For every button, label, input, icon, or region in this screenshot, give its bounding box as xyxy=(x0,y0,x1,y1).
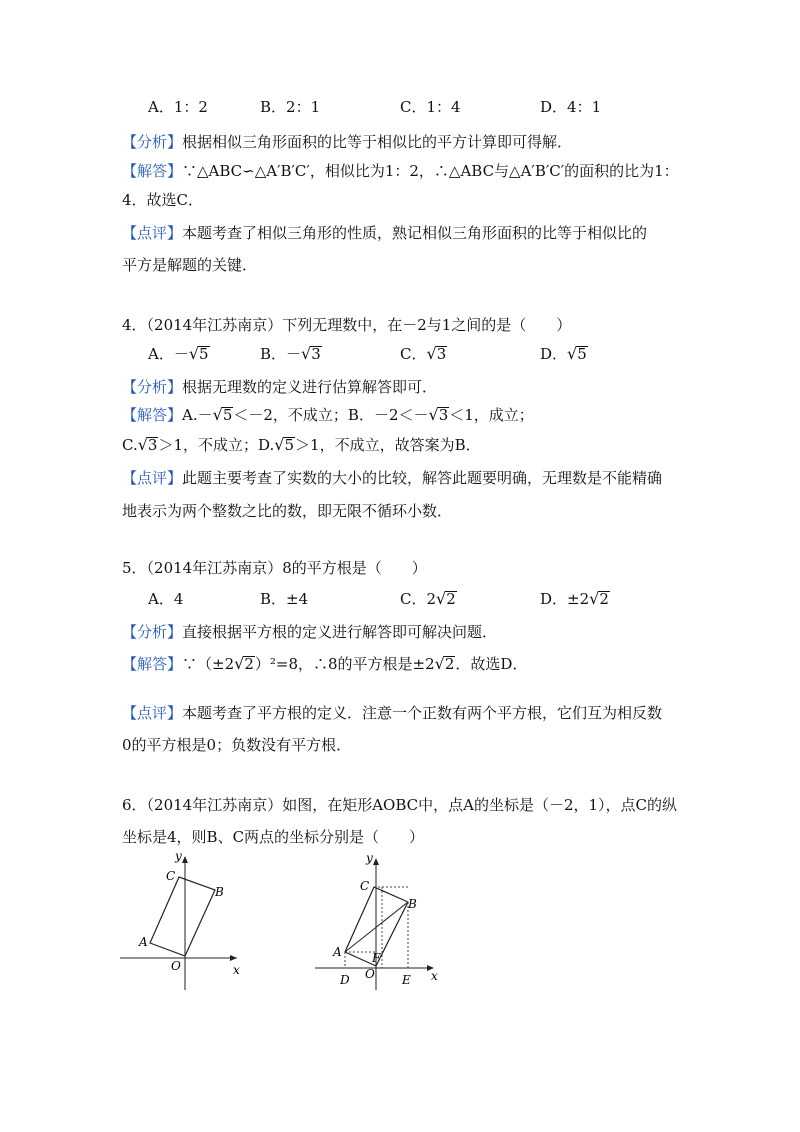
q3-analysis xyxy=(122,131,572,153)
q4-comment xyxy=(122,467,662,489)
q3-option-c: C．1：4 xyxy=(400,98,461,116)
answer-tag: 【解答】 xyxy=(122,655,183,673)
q4-analysis xyxy=(122,376,437,398)
y-axis-arrow xyxy=(373,858,379,865)
q3-analysis-text: 根据相似三角形面积的比等于相似比的平方计算即可得解． xyxy=(182,133,573,151)
q6-figure-1 xyxy=(115,850,250,995)
q5-analysis xyxy=(122,621,497,643)
q5-analysis-text: 直接根据平方根的定义进行解答即可解决问题． xyxy=(182,623,498,641)
q6-figure-2 xyxy=(310,850,450,995)
label-a: A xyxy=(139,935,148,949)
q3-comment-text-2: 平方是解题的关键． xyxy=(122,256,258,274)
x-axis-arrow xyxy=(230,955,237,961)
q4-option-d: D．√5 xyxy=(540,344,587,363)
analysis-tag: 【分析】 xyxy=(122,623,183,641)
label-o: O xyxy=(365,967,375,981)
q5-answer: 【解答】∵（±2√2）²=8，∴8的平方根是±2√2．故选D． xyxy=(122,654,528,673)
q3-answer xyxy=(122,160,679,182)
q4-option-b-radicand: 3 xyxy=(311,345,321,363)
q4-options xyxy=(148,343,608,365)
q6-stem-line-2: 坐标是4，则B、C两点的坐标分别是（ ） xyxy=(122,828,425,846)
q5-options xyxy=(148,588,608,610)
q4-option-c: C．√3 xyxy=(400,344,447,363)
comment-tag: 【点评】 xyxy=(122,704,183,722)
q3-answer-text-2: 4．故选C． xyxy=(122,191,204,209)
label-a: A xyxy=(333,945,342,959)
label-x: x xyxy=(431,969,438,983)
label-b: B xyxy=(408,897,417,911)
q3-option-a: A．1：2 xyxy=(148,98,208,116)
q3-options xyxy=(148,96,608,118)
q6-stem-line-1: 6．（2014年江苏南京）如图，在矩形AOBC中，点A的坐标是（－2，1），点C的纵 xyxy=(122,796,678,814)
label-b: B xyxy=(215,885,224,899)
q3-option-b: B．2：1 xyxy=(260,98,321,116)
q5-stem: 5．（2014年江苏南京）8的平方根是（ ） xyxy=(122,559,427,577)
label-e: E xyxy=(402,973,411,987)
q5-comment-text-1: 本题考查了平方根的定义．注意一个正数有两个平方根，它们互为相反数 xyxy=(182,704,663,722)
label-y: y xyxy=(175,850,182,863)
q4-option-c-radicand: 3 xyxy=(436,345,447,363)
q4-answer: 【解答】A.－√5＜－2，不成立；B．－2＜－√3＜1，成立； xyxy=(122,405,534,424)
y-axis-arrow xyxy=(182,856,188,863)
label-d: D xyxy=(340,973,350,987)
comment-tag: 【点评】 xyxy=(122,469,183,487)
q5-option-c: C．2√2 xyxy=(400,589,456,608)
q5-comment xyxy=(122,702,662,724)
analysis-tag: 【分析】 xyxy=(122,133,183,151)
q4-stem: 4．（2014年江苏南京）下列无理数中，在－2与1之间的是（ ） xyxy=(122,316,572,334)
label-c: C xyxy=(360,879,370,893)
q4-option-a-radicand: 5 xyxy=(199,345,209,363)
q4-comment-text-1: 此题主要考查了实数的大小的比较，解答此题要明确，无理数是不能精确 xyxy=(182,469,663,487)
q5-option-d: D．±2√2 xyxy=(540,589,609,608)
q5-option-a: A．4 xyxy=(148,590,184,608)
label-f: F xyxy=(372,951,381,965)
q4-option-b: B．－√3 xyxy=(260,344,321,363)
q5-comment-text-2: 0的平方根是0；负数没有平方根． xyxy=(122,736,352,754)
comment-tag: 【点评】 xyxy=(122,224,183,242)
answer-tag: 【解答】 xyxy=(122,162,183,180)
q3-comment-text-1: 本题考查了相似三角形的性质，熟记相似三角形面积的比等于相似比的 xyxy=(182,224,648,242)
q3-answer-text-1: ∵△ABC∽△A′B′C′，相似比为1：2，∴△ABC与△A′B′C′的面积的比为1： xyxy=(182,162,679,180)
q4-option-d-radicand: 5 xyxy=(577,345,587,363)
label-y: y xyxy=(366,851,373,865)
answer-tag: 【解答】 xyxy=(122,406,183,424)
q4-analysis-text: 根据无理数的定义进行估算解答即可． xyxy=(182,378,438,396)
q3-option-d: D．4：1 xyxy=(540,98,602,116)
q3-comment xyxy=(122,222,647,244)
label-o: O xyxy=(171,959,181,973)
rectangle-aobc xyxy=(150,877,215,956)
label-x: x xyxy=(233,963,240,977)
analysis-tag: 【分析】 xyxy=(122,378,183,396)
label-c: C xyxy=(166,869,176,883)
q4-option-a: A．－√5 xyxy=(148,344,209,363)
q4-answer-line-2: C.√3＞1，不成立；D.√5＞1，不成立，故答案为B． xyxy=(122,435,481,454)
q5-option-b: B．±4 xyxy=(260,590,309,608)
q4-comment-text-2: 地表示为两个整数之比的数，即无限不循环小数． xyxy=(122,502,453,520)
